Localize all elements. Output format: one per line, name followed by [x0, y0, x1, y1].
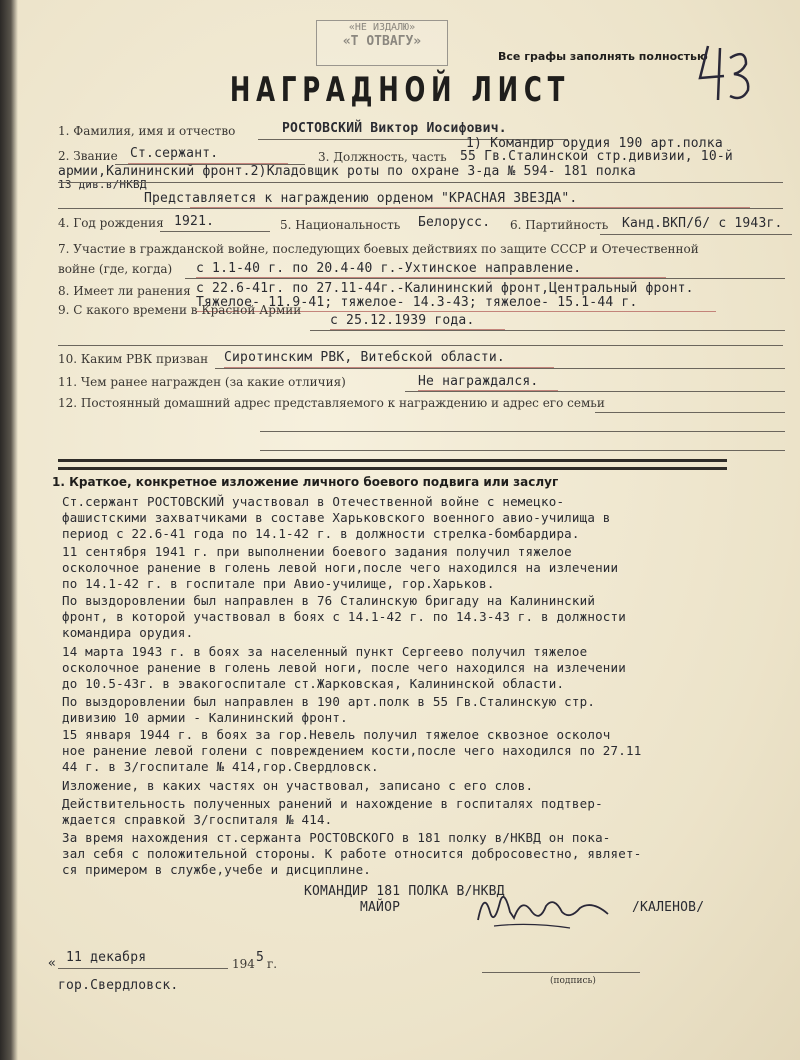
field-5-value: Белорусс.	[418, 215, 491, 230]
date-year-digit: 5	[256, 950, 265, 965]
date-place: гор.Свердловск.	[58, 978, 179, 993]
feat-line: По выздоровлении был направлен в 76 Сталинскую бригаду на Калининский	[62, 593, 596, 608]
feat-line: 15 января 1944 г. в боях за гор.Невель получил тяжелое сквозное осколоч	[62, 727, 611, 742]
date-year-printed: 194	[232, 957, 255, 971]
field-1-label: 1. Фамилия, имя и отчество	[58, 124, 236, 138]
date-open-quote: «	[48, 956, 57, 971]
date-year-suffix: г.	[267, 957, 278, 971]
scan-edge	[0, 0, 18, 1060]
signed-label: (подпись)	[550, 976, 596, 986]
field-4-value: 1921.	[174, 214, 215, 229]
field-9-value: с 25.12.1939 года.	[330, 313, 475, 328]
feat-line: По выздоровлении был направлен в 190 арт.полк в 55 Гв.Сталинскую стр.	[62, 694, 596, 709]
feat-line: Ст.сержант РОСТОВСКИЙ участвовал в Отечественной войне с немецко-	[62, 494, 565, 509]
feat-line: осколочное ранение в голень левой ноги,после чего находился на излечении	[62, 560, 619, 575]
feat-line: фашистскими захватчиками в составе Харьковского военного авио-училища в	[62, 510, 611, 525]
feat-line: период с 22.6-41 года по 14.1-42 г. в должности стрелка-бомбардира.	[62, 526, 580, 541]
feat-line: зал себя с положительной стороны. К работе относится добросовестно, являет-	[62, 846, 642, 861]
date-day-month: 11 декабря	[66, 950, 147, 965]
field-3-label: 3. Должность, часть	[318, 150, 447, 164]
recommendation-value: Представляется к награждению орденом "КРАСНАЯ ЗВЕЗДА".	[144, 191, 578, 206]
feat-line: ждается справкой З/госпиталя № 414.	[62, 812, 333, 827]
feat-line: 44 г. в З/госпитале № 414,гор.Свердловск.	[62, 759, 379, 774]
commander-title: КОМАНДИР 181 ПОЛКА В/НКВД	[304, 884, 505, 899]
field-6-value: Канд.ВКП/б/ с 1943г.	[622, 216, 783, 231]
medal-stamp	[316, 20, 448, 66]
feat-line: ное ранение левой голени с повреждением кости,после чего находился по 27.11	[62, 743, 642, 758]
feat-line: осколочное ранение в голень левой ноги, после чего находился на излечении	[62, 660, 626, 675]
field-10-value: Сиротинским РВК, Витебской области.	[224, 350, 505, 365]
field-11-label: 11. Чем ранее награжден (за какие отличия)	[58, 375, 346, 389]
feat-line: Изложение, в каких частях он участвовал, записано с его слов.	[62, 778, 534, 793]
feat-line: Действительность полученных ранений и нахождение в госпиталях подтвер-	[62, 796, 603, 811]
stamp-line-2: «Т ОТВАГУ»	[342, 34, 422, 49]
field-8-label: 8. Имеет ли ранения	[58, 284, 191, 298]
feat-line: до 10.5-43г. в эвакогоспитале ст.Жарковская, Калининской области.	[62, 676, 565, 691]
feat-line: 11 сентября 1941 г. при выполнении боевого задания получил тяжелое	[62, 544, 572, 559]
field-4-label: 4. Год рождения	[58, 216, 164, 230]
commander-name: /КАЛЕНОВ/	[632, 900, 705, 915]
field-2-value: Ст.сержант.	[130, 146, 219, 161]
stamp-line-1: «НЕ ИЗДАЛЮ»	[348, 22, 416, 33]
feat-line: фронт, в которой участвовал в боях с 14.1-42 г. по 14.3-43 г. в должности	[62, 609, 626, 624]
feat-line: За время нахождения ст.сержанта РОСТОВСКОГО в 181 полку в/НКВД он пока-	[62, 830, 611, 845]
field-9-label: 9. С какого времени в Красной Армии	[58, 303, 302, 317]
field-11-value: Не награждался.	[418, 374, 539, 389]
feat-line: командира орудия.	[62, 625, 194, 640]
handwritten-number	[690, 38, 760, 108]
feat-line: ся примером в службе,учебе и дисциплине.	[62, 862, 372, 877]
field-12-label: 12. Постоянный домашний адрес представляемого к награждению и адрес его семьи	[58, 396, 605, 410]
field-3-value-line-2: 55 Гв.Сталинской стр.дивизии, 10-й	[460, 149, 733, 164]
field-8-value-line-2: Тяжелое- 11.9-41; тяжелое- 14.3-43; тяжелое- 15.1-44 г.	[196, 295, 638, 310]
commander-rank: МАЙОР	[360, 900, 401, 915]
fill-all-note: Все графы заполнять полностью	[498, 50, 708, 63]
field-7-value: с 1.1-40 г. по 20.4-40 г.-Ухтинское направление.	[196, 261, 582, 276]
field-3-value-line-4: 13 див.в/НКВД	[58, 178, 147, 191]
field-6-label: 6. Партийность	[510, 218, 609, 232]
page-title: НАГРАДНОЙ ЛИСТ	[229, 70, 571, 110]
feat-line: дивизию 10 армии - Калининский фронт.	[62, 710, 348, 725]
signature-scribble	[470, 882, 620, 934]
feat-line: по 14.1-42 г. в госпитале при Авио-училище, гор.Харьков.	[62, 576, 495, 591]
field-7-label-2: войне (где, когда)	[58, 262, 173, 276]
field-10-label: 10. Каким РВК призван	[58, 352, 209, 366]
field-2-label: 2. Звание	[58, 149, 118, 163]
field-3-value-line-1: 1) Командир орудия 190 арт.полка	[466, 136, 723, 151]
field-8-value-line-1: с 22.6-41г. по 27.11-44г.-Калининский фронт,Центральный фронт.	[196, 281, 694, 296]
feat-line: 14 марта 1943 г. в боях за населенный пункт Сергеево получил тяжелое	[62, 644, 588, 659]
field-5-label: 5. Национальность	[280, 218, 401, 232]
field-1-value: РОСТОВСКИЙ Виктор Иосифович.	[282, 121, 507, 136]
field-3-value-line-3: армии,Калининский фронт.2)Кладовщик роты по охране 3-да № 594- 181 полка	[58, 164, 636, 179]
feat-heading: 1. Краткое, конкретное изложение личного боевого подвига или заслуг	[52, 475, 559, 489]
field-7-label-1: 7. Участие в гражданской войне, последующих боевых действиях по защите СССР и Отечественной	[58, 242, 699, 256]
